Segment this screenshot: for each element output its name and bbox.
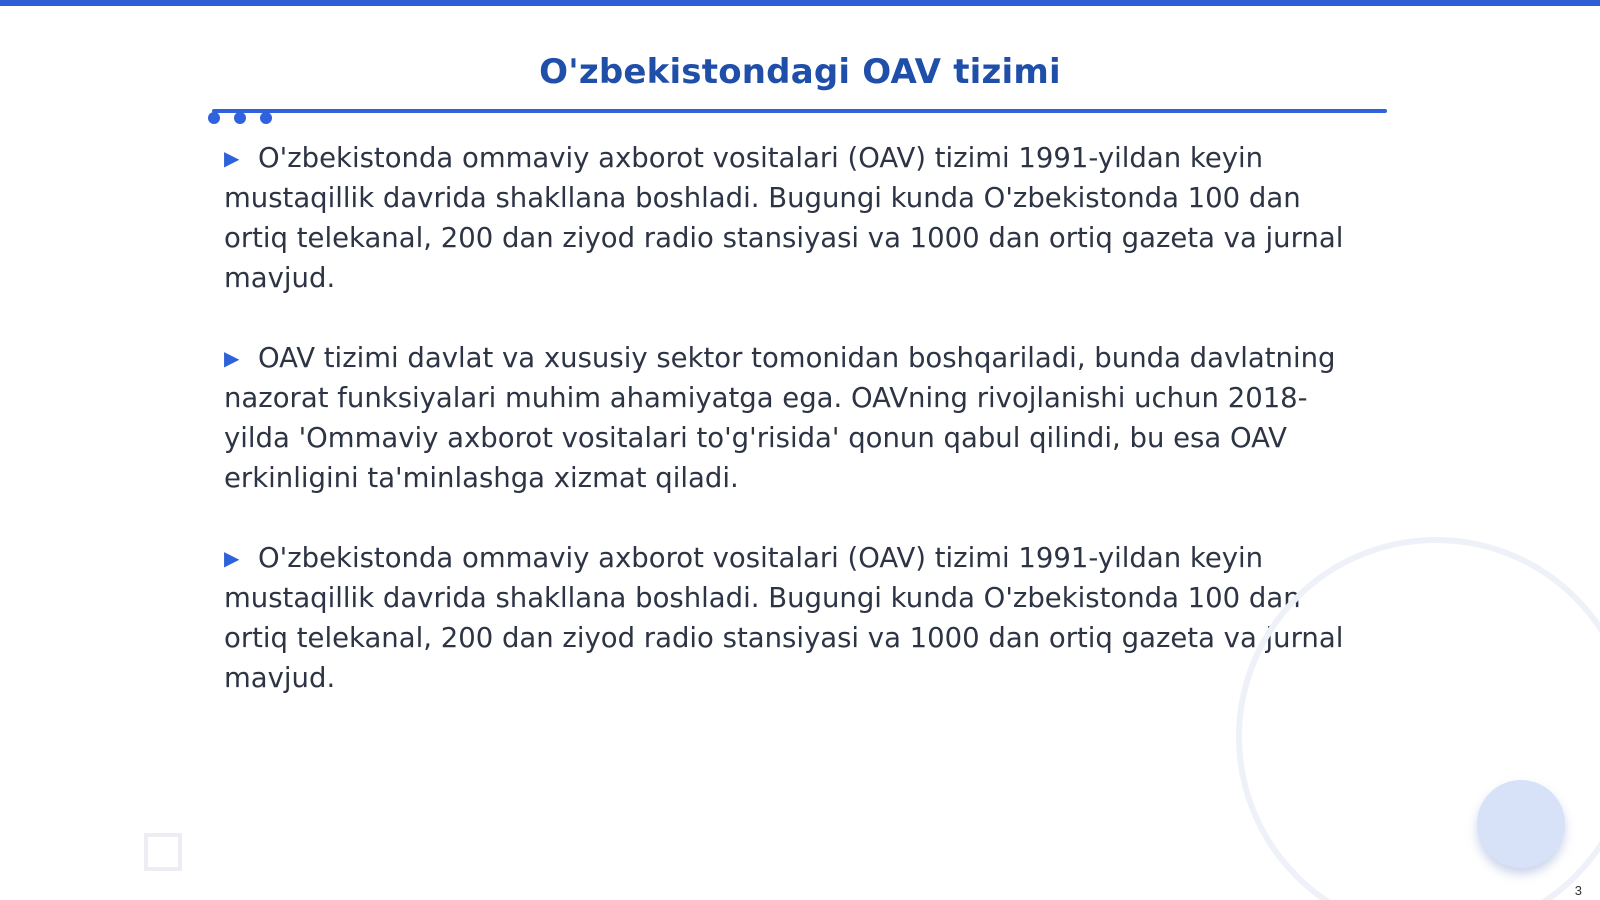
decorative-circle bbox=[1477, 780, 1565, 868]
paragraph-text: O'zbekistonda ommaviy axborot vositalari (OAV) tizimi 1991-yildan keyin mustaqillik davrida shakllana boshladi. Bugungi kunda O'zbekistonda 100 dan ortiq telekanal, 200 dan ziyod radio stansiyasi va 1000 dan ortiq gazeta va jurnal mavjud. bbox=[224, 142, 1344, 294]
paragraph-text: O'zbekistonda ommaviy axborot vositalari (OAV) tizimi 1991-yildan keyin mustaqillik davrida shakllana boshladi. Bugungi kunda O'zbekistonda 100 dan ortiq telekanal, 200 dan ziyod radio stansiyasi va 1000 dan ortiq gazeta va jurnal mavjud. bbox=[224, 542, 1344, 694]
top-accent-bar bbox=[0, 0, 1600, 6]
bullet-arrow-icon: ▶ bbox=[224, 146, 240, 170]
slide-body bbox=[224, 138, 1364, 738]
decorative-square bbox=[144, 833, 182, 871]
page-number: 3 bbox=[1574, 883, 1582, 898]
bullet-paragraph bbox=[224, 138, 1364, 298]
bullet-arrow-icon: ▶ bbox=[224, 346, 240, 370]
paragraph-text: OAV tizimi davlat va xususiy sektor tomonidan boshqariladi, bunda davlatning nazorat funksiyalari muhim ahamiyatga ega. OAVning rivojlanishi uchun 2018-yilda 'Ommaviy axborot vositalari to'g'risida' qonun qabul qilindi, bu esa OAV erkinligini ta'minlashga xizmat qiladi. bbox=[224, 342, 1336, 494]
decorative-dot bbox=[234, 112, 246, 124]
decorative-dot bbox=[260, 112, 272, 124]
slide-title: O'zbekistondagi OAV tizimi bbox=[539, 52, 1061, 92]
bullet-arrow-icon: ▶ bbox=[224, 546, 240, 570]
bullet-paragraph bbox=[224, 338, 1364, 498]
title-underline bbox=[212, 109, 1387, 113]
bullet-paragraph bbox=[224, 538, 1364, 698]
decorative-dot bbox=[208, 112, 220, 124]
